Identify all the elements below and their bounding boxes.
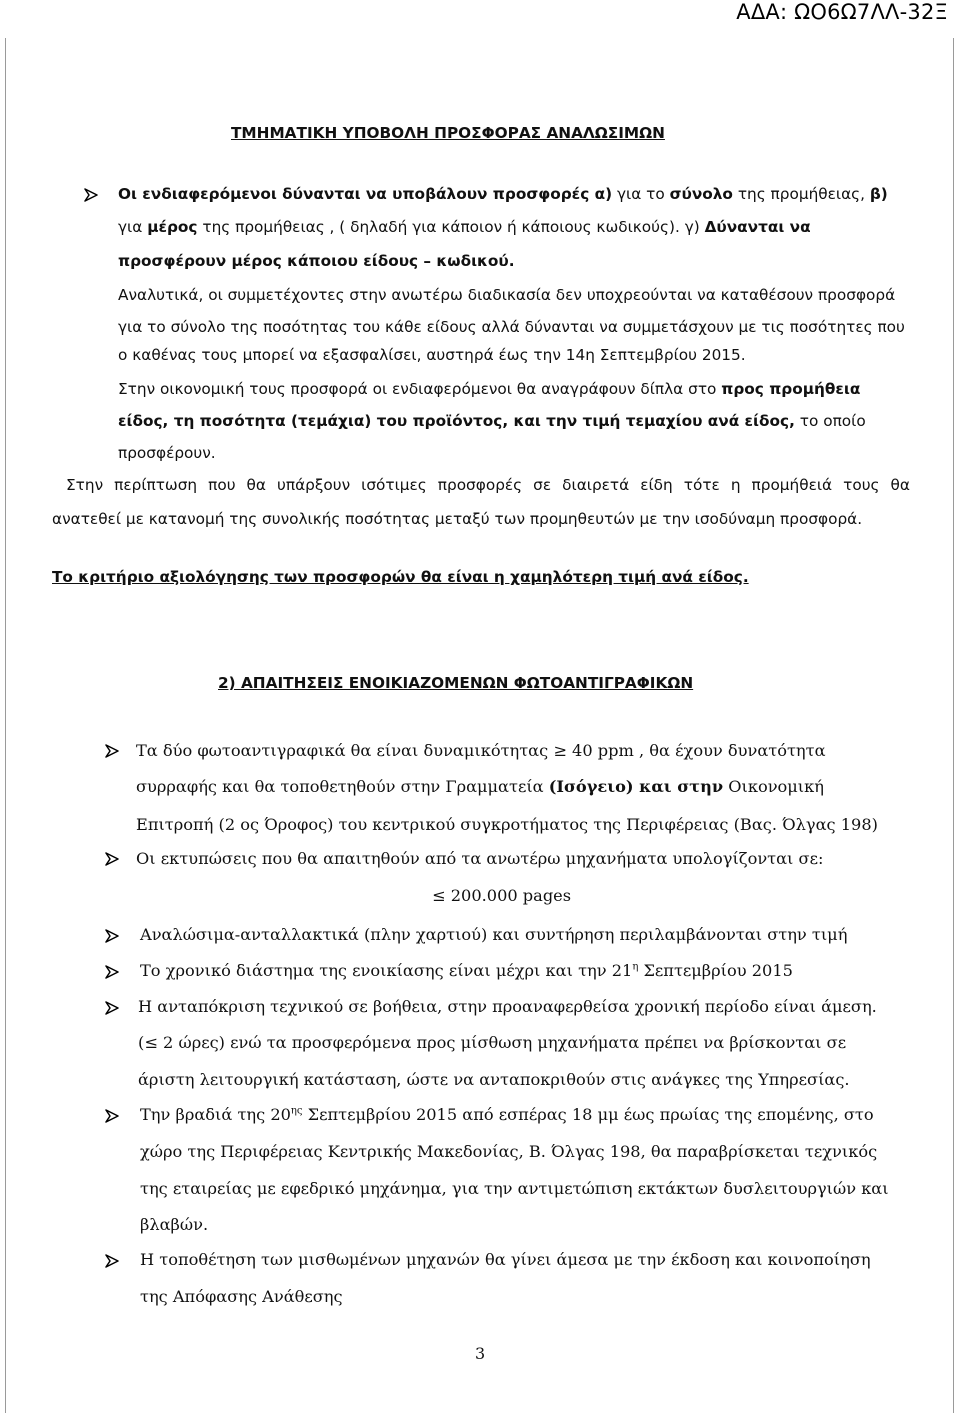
s1-line-1: Οι ενδιαφερόμενοι δύνανται να υποβάλουν προσφορές α) για το σύνολο της προμήθειας, β) xyxy=(118,185,888,203)
s2-b5-line-2: (≤ 2 ώρες) ενώ τα προσφερόμενα προς μίσθωση μηχανήματα πρέπει να βρίσκονται σε xyxy=(138,1033,847,1052)
s1-line-11: ανατεθεί με κατανομή της συνολικής ποσότητας μεταξύ των προμηθευτών με την ισοδύναμη προσφορά. xyxy=(52,510,863,528)
s2-b4: Το χρονικό διάστημα της ενοικίασης είναι μέχρι και την $21^\eta$ Σεπτεμβρίου 2015 xyxy=(140,961,793,980)
page-number: 3 xyxy=(475,1344,486,1363)
s1-line-3: προσφέρουν μέρος κάποιου είδους – κωδικού. xyxy=(118,252,515,270)
s2-b1-line-2: συρραφής και θα τοποθετηθούν στην Γραμματεία (Ισόγειο) και στην Οικονομική xyxy=(136,777,824,796)
s2-b2-line-1: Οι εκτυπώσεις που θα απαιτηθούν από τα ανωτέρω μηχανήματα υπολογίζονται σε: xyxy=(136,849,824,868)
s2-b2-line-2: ≤ 200.000 pages xyxy=(432,886,572,905)
s2-b6-line-4: βλαβών. xyxy=(140,1215,209,1234)
s2-b6-line-3: της εταιρείας με εφεδρικό μηχάνημα, για την αντιμετώπιση εκτάκτων δυσλειτουργιών και xyxy=(140,1179,889,1198)
section1-title: ΤΜΗΜΑΤΙΚΗ ΥΠΟΒΟΛΗ ΠΡΟΣΦΟΡΑΣ ΑΝΑΛΩΣΙΜΩΝ xyxy=(231,124,665,142)
s2-b7-line-1: Η τοποθέτηση των μισθωμένων μηχανών θα γίνει άμεσα με την έκδοση και κοινοποίηση xyxy=(140,1250,871,1269)
s1-line-7: Στην οικονομική τους προσφορά οι ενδιαφερόμενοι θα αναγράφουν δίπλα στο προς προμήθεια xyxy=(118,380,861,398)
s2-b7-line-2: της Απόφασης Ανάθεσης xyxy=(140,1287,343,1306)
s1-line-6: ο καθένας τους μπορεί να εξασφαλίσει, αυστηρά έως την 14η Σεπτεμβρίου 2015. xyxy=(118,346,746,364)
s1-line-9: προσφέρουν. xyxy=(118,444,216,462)
arrowhead-bullet-icon xyxy=(105,744,119,758)
s2-b6-line-2: χώρο της Περιφέρειας Κεντρικής Μακεδονίας, Β. Όλγας 198, θα παραβρίσκεται τεχνικός xyxy=(140,1142,878,1161)
arrowhead-bullet-icon xyxy=(105,852,119,866)
s2-b1-line-1: Τα δύο φωτοαντιγραφικά θα είναι δυναμικότητας ≥ 40 ppm , θα έχουν δυνατότητα xyxy=(136,741,826,760)
s1-line-4: Αναλυτικά, οι συμμετέχοντες στην ανωτέρω διαδικασία δεν υποχρεούνται να καταθέσουν προσφορά xyxy=(118,286,896,304)
s2-b6-line-1: Την βραδιά της $20^{\eta\varsigma}$ Σεπτεμβρίου 2015 από εσπέρας 18 μμ έως πρωίας της επομένης, στο xyxy=(140,1105,874,1124)
s2-b3: Αναλώσιμα-ανταλλακτικά (πλην χαρτιού) και συντήρηση περιλαμβάνονται στην τιμή xyxy=(140,925,848,944)
s2-b1-line-3: Επιτροπή (2 ος Όροφος) του κεντρικού συγκροτήματος της Περιφέρειας (Βας. Όλγας 198) xyxy=(136,815,878,834)
section2-title: 2) ΑΠΑΙΤΗΣΕΙΣ ΕΝΟΙΚΙΑΖΟΜΕΝΩΝ ΦΩΤΟΑΝΤΙΓΡΑΦΙΚΩΝ xyxy=(218,674,694,692)
arrowhead-bullet-icon xyxy=(84,188,98,202)
arrowhead-bullet-icon xyxy=(105,1254,119,1268)
s1-line-10: Στην περίπτωση που θα υπάρξουν ισότιμες προσφορές σε διαιρετά είδη τότε η προμήθειά τους θα xyxy=(66,476,910,494)
evaluation-criterion: Το κριτήριο αξιολόγησης των προσφορών θα είναι η χαμηλότερη τιμή ανά είδος. xyxy=(52,568,749,586)
s2-b5-line-3: άριστη λειτουργική κατάσταση, ώστε να ανταποκριθούν στις ανάγκες της Υπηρεσίας. xyxy=(138,1070,850,1089)
arrowhead-bullet-icon xyxy=(105,929,119,943)
greater-equal-symbol: ≥ xyxy=(553,741,567,760)
arrowhead-bullet-icon xyxy=(105,965,119,979)
page-border-left xyxy=(5,38,6,1413)
s1-line-8: είδος, τη ποσότητα (τεμάχια) του προϊόντος, και την τιμή τεμαχίου ανά είδος, το οποίο xyxy=(118,412,866,430)
page-border-right xyxy=(953,38,954,1413)
arrowhead-bullet-icon xyxy=(105,1109,119,1123)
ada-header: ΑΔΑ: ΩΟ6Ω7ΛΛ-32Ξ xyxy=(736,0,948,24)
s1-line-5: για το σύνολο της ποσότητας του κάθε είδους αλλά δύνανται να συμμετάσχουν με τις ποσότητες που xyxy=(118,318,905,336)
arrowhead-bullet-icon xyxy=(105,1001,119,1015)
s1-line-2: για μέρος της προμήθειας , ( δηλαδή για κάποιον ή κάποιους κωδικούς). γ) Δύνανται να xyxy=(118,218,811,236)
s2-b5-line-1: Η ανταπόκριση τεχνικού σε βοήθεια, στην προαναφερθείσα χρονική περίοδο είναι άμεση. xyxy=(138,997,877,1016)
less-equal-symbol: ≤ xyxy=(144,1033,158,1052)
less-equal-symbol: ≤ xyxy=(432,886,446,905)
